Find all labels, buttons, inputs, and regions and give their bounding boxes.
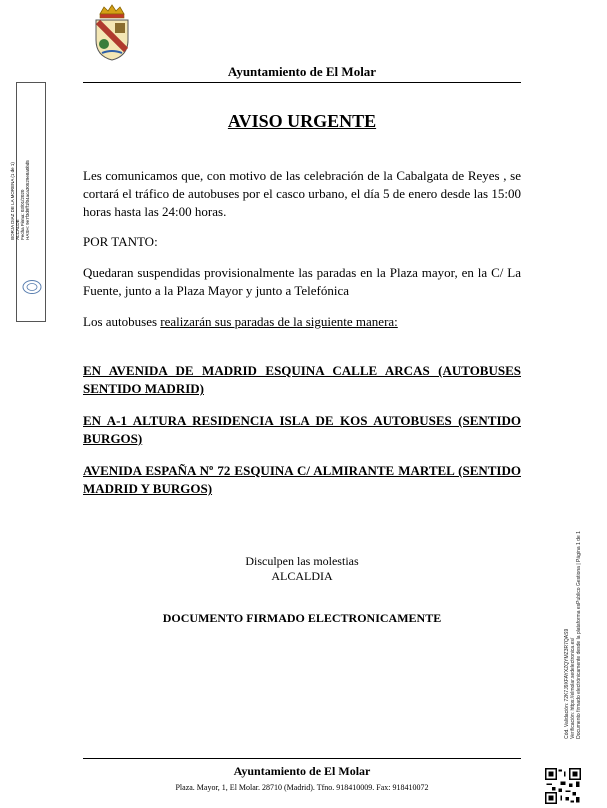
notice-intro: Les comunicamos que, con motivo de las celebración de la Cabalgata de Reyes , se cortará el tráfico de autobuses por el casco urbano, el día 5 de enero desde las 15:00 horas hasta las 24:00 horas. [83, 168, 521, 219]
notice-title: AVISO URGENTE [227, 111, 377, 131]
stops-intro-plain: Los autobuses [83, 314, 161, 329]
verification-line: Cód. Validación: 72K7J9XFAYXZQYMZ3R7QAS9 [564, 628, 570, 739]
signed-notice: DOCUMENTO FIRMADO ELECTRONICAMENTE [162, 611, 442, 625]
signoff [83, 554, 521, 584]
signature-line: ALCALDE [15, 219, 20, 240]
header-divider [83, 82, 521, 83]
footer-contact: Plaza. Mayor, 1, El Molar. 28710 (Madrid). Tfno. 918410009. Fax: 918410072 [175, 783, 429, 792]
signature-line: HASH: 9e7f3d9ff1f04aca30529e8a0bd5 [25, 160, 30, 240]
notice-therefore: POR TANTO: [83, 234, 158, 249]
verification-line: Verificación: https://elmolar.sedelectronica.es/ [570, 637, 576, 739]
signer-text: ALCALDIA [271, 569, 333, 583]
stop-item: AVENIDA ESPAÑA Nº 72 ESQUINA C/ ALMIRANTE MARTEL (SENTIDO MADRID Y BURGOS) [83, 463, 521, 496]
footer-organization: Ayuntamiento de El Molar [233, 764, 371, 778]
header-organization: Ayuntamiento de El Molar [227, 64, 377, 79]
stop-item: EN A-1 ALTURA RESIDENCIA ISLA DE KOS AUTOBUSES (SENTIDO BURGOS) [83, 413, 521, 446]
apology-text: Disculpen las molestias [245, 554, 359, 568]
verification-line: Documento firmado electrónicamente desde la plataforma esPublico Gestiona | Página 1 de 1 [576, 531, 582, 739]
signature-line: BORJA DIAZ DE LA MORENA (1 de 1) [10, 162, 15, 240]
footer-divider [83, 758, 521, 759]
stops-intro-underlined: realizarán sus paradas de la siguiente manera: [160, 314, 398, 329]
notice-suspension: Quedaran suspendidas provisionalmente las paradas en la Plaza mayor, en la C/ La Fuente, junto a la Plaza Mayor y junto a Telefónica [83, 265, 521, 298]
municipal-crest-icon [92, 4, 132, 62]
signature-line: Fecha Firma: 03/01/2020 [20, 189, 25, 240]
qr-code-icon [545, 768, 581, 804]
signature-seal-icon [21, 279, 43, 295]
stops-intro [83, 313, 521, 331]
stop-item: EN AVENIDA DE MADRID ESQUINA CALLE ARCAS (AUTOBUSES SENTIDO MADRID) [83, 363, 521, 396]
